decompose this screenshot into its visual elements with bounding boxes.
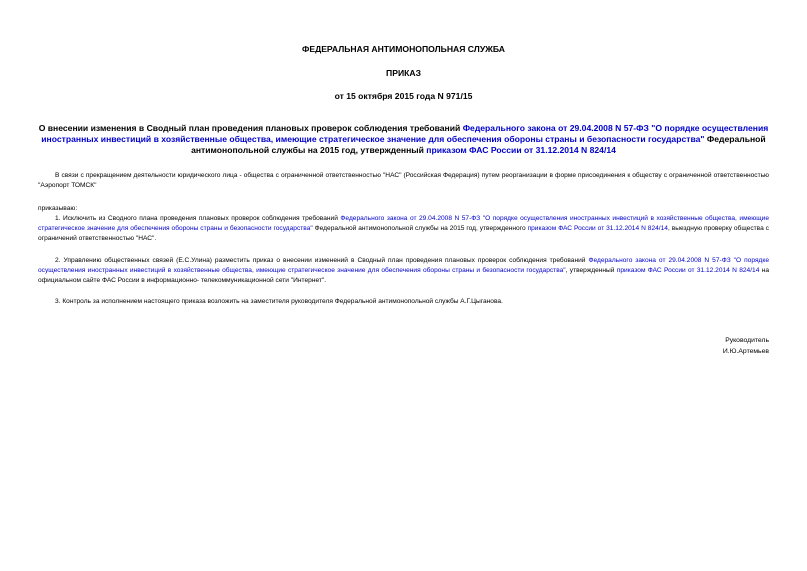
item-1-paragraph [38,214,769,244]
item-1-text-3: , выездную проверку общества с ограничений ответственностью "НАС". [38,225,769,242]
item-1-text-2: Федеральной антимонопольной службы на 2015 год, утвержденного [312,225,528,232]
item-2-paragraph [38,256,769,286]
document-type: ПРИКАЗ [386,68,421,78]
preamble-text: В связи с прекращением деятельности юридического лица - общества с ограниченной ответственностью "НАС" (Российская Федерация) путем реорганизации в форме присоединения к обществу с ограниченной ответственностью "Аэропорт ТОМСК" [38,172,769,189]
item-3-text: 3. Контроль за исполнением настоящего приказа возложить на заместителя руководителя Федеральной антимонопольной службы А.Г.Цыганова. [55,298,503,305]
item-2-law-link[interactable]: Федерального закона от 29.04.2008 N 57-ФЗ "О порядке осуществления иностранных инвестиций в хозяйственные общества, имеющие стратегическое значение для обеспечения обороны страны и безопасности государства" [38,257,769,274]
signature-position: Руководитель [725,337,769,344]
item-1-text-1: 1. Исключить из Сводного плана проведения плановых проверок соблюдения требований [55,215,341,222]
signature-name: И.Ю.Артемьев [722,348,769,355]
document-date-number: от 15 октября 2015 года N 971/15 [334,91,473,101]
item-2-text-1: 2. Управлению общественных связей (Е.С.Улина) разместить приказ о внесении изменений в Сводный план проведения плановых проверок соблюдения требований [55,257,589,264]
document-title [36,123,771,156]
preamble-paragraph [38,171,769,191]
item-1-order-link[interactable]: приказом ФАС России от 31.12.2014 N 824/14 [527,225,668,232]
agency-name: ФЕДЕРАЛЬНАЯ АНТИМОНОПОЛЬНАЯ СЛУЖБА [302,44,505,54]
title-text-1: О внесении изменения в Сводный план проведения плановых проверок соблюдения требований [38,123,463,133]
item-2-order-link[interactable]: приказом ФАС России от 31.12.2014 N 824/14 [616,267,760,274]
item-2-text-3: на официальном сайте ФАС России в информационно- телекоммуникационной сети "Интернет". [38,267,769,284]
title-text-2: Федеральной антимонопольной службы на 2015 год, утвержденный [191,134,766,155]
item-3-paragraph [38,297,769,307]
item-1-law-link[interactable]: Федерального закона от 29.04.2008 N 57-ФЗ "О порядке осуществления иностранных инвестиций в хозяйственные общества, имеющие стратегическое значение для обеспечения обороны страны и безопасности государства" [38,215,769,232]
title-order-link[interactable]: приказом ФАС России от 31.12.2014 N 824/14 [426,145,616,155]
title-law-link[interactable]: Федерального закона от 29.04.2008 N 57-ФЗ "О порядке осуществления иностранных инвестиций в хозяйственные общества, имеющие стратегическое значение для обеспечения обороны страны и безопасности государства" [41,123,769,144]
item-2-text-2: , утвержденный [565,267,617,274]
order-word: приказываю: [38,205,78,212]
